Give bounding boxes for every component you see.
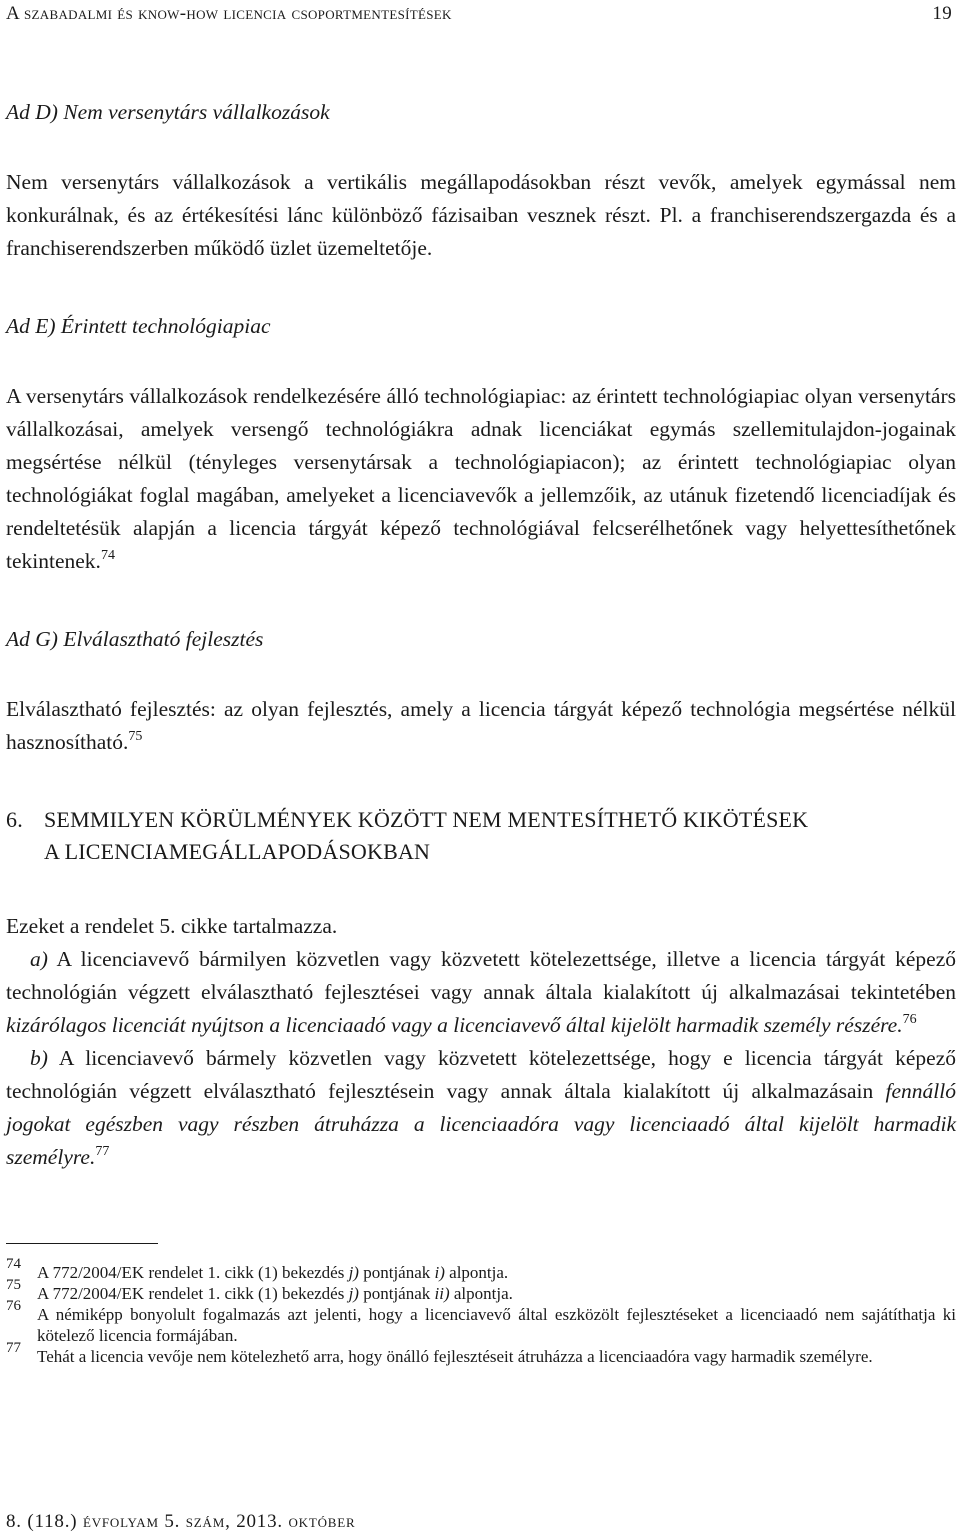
footnote-divider [6,1243,158,1244]
paragraph-ad-e-text: A versenytárs vállalkozások rendelkezésére álló technológiapiac: az érintett technológiapiac olyan versenytárs vállalkozásai, amelyek versengő technológiákra adnak licenciákat egymás szellemitulajdon-jogainak megsértése nélkül (tényleges versenytársak a technológiapiacon); az érintett technológiapiac olyan technológiákat foglal magában, amelyeket a licenciavevők a jellemzőik, az utánuk fizetendő licenciadíjak és rendeltetésük alapján a licencia tárgyát képező technológiával felcserélhetőnek vagy helyettesíthetőnek tekintenek. [6,384,956,573]
section-6-title [6,804,956,868]
item-b-label: b) [30,1046,48,1070]
footnote-number: 75 [6,1277,21,1293]
item-a-italic-text: kizárólagos licenciát nyújtson a licenciaadó vagy a licenciavevő által kijelölt harmadik személy részére. [6,1013,903,1037]
item-b [6,1042,956,1174]
footnote-text: Tehát a licencia vevője nem kötelezhető arra, hogy önálló fejlesztéseit átruházza a licenciaadóra vagy harmadik személyre. [37,1347,873,1366]
footnotes [6,1256,956,1367]
footnote-number: 74 [6,1256,21,1272]
footnote-text: A 772/2004/EK rendelet 1. cikk (1) bekezdés [37,1284,349,1303]
item-a-text: A licenciavevő bármilyen közvetlen vagy közvetett kötelezettsége, illetve a licencia tárgyát képező technológián végzett elválasztható fejlesztései vagy annak általa kialakított új alkalmazásai tekintetében [6,947,956,1004]
running-header [6,2,954,26]
footnote-text: A 772/2004/EK rendelet 1. cikk (1) bekezdés [37,1263,349,1282]
footnote-ref-74[interactable]: 74 [100,548,115,563]
paragraph-ad-d: Nem versenytárs vállalkozások a vertikális megállapodásokban részt vevők, amelyek egymással nem konkurálnak, és az értékesítési lánc különböző fázisaiban vesznek részt. Pl. a franchiserendszergazda és a franchiserendszerben működő üzlet üzemeltetője. [6,170,956,260]
heading-ad-d: Ad D) Nem versenytárs vállalkozások [6,100,330,124]
main-text [6,96,956,1174]
footnote-italic: ii) [434,1284,450,1303]
item-a-label: a) [30,947,48,971]
heading-ad-e: Ad E) Érintett technológiapiac [6,314,271,338]
section-6-intro: Ezeket a rendelet 5. cikke tartalmazza. [6,914,338,938]
item-a [6,943,956,1042]
section-6-title-line1: SEMMILYEN KÖRÜLMÉNYEK KÖZÖTT NEM MENTESÍTHETŐ KIKÖTÉSEK [44,807,809,832]
footnote-text: pontjának [358,1263,435,1282]
paragraph-ad-g [6,693,956,759]
page-number: 19 [932,3,952,24]
footnote-text: alpontja. [444,1263,509,1282]
footnote-text: alpontja. [449,1284,513,1303]
footnote-75 [6,1277,956,1304]
footnote-italic: i) [434,1263,445,1282]
footnote-ref-75[interactable]: 75 [128,729,143,744]
paragraph-ad-g-text: Elválasztható fejlesztés: az olyan fejlesztés, amely a licencia tárgyát képező technológia megsértése nélkül hasznosítható. [6,697,956,754]
paragraph-ad-e [6,380,956,578]
section-6-number: 6. [6,807,23,832]
section-6-title-line2: A LICENCIAMEGÁLLAPODÁSOKBAN [44,839,431,864]
page-footer: 8. (118.) évfolyam 5. szám, 2013. október [6,1511,356,1532]
footnote-italic: j) [348,1284,359,1303]
item-b-text: A licenciavevő bármely közvetlen vagy közvetett kötelezettsége, hogy e licencia tárgyát képező technológián végzett elválasztható fejlesztésein vagy annak általa kialakított új alkalmazásain [6,1046,956,1103]
footnote-74 [6,1256,956,1283]
footnote-77 [6,1340,956,1367]
footnote-76 [6,1298,956,1346]
footnote-ref-76[interactable]: 76 [902,1012,917,1027]
footnote-number: 77 [6,1340,21,1356]
heading-ad-g: Ad G) Elválasztható fejlesztés [6,627,264,651]
footnote-number: 76 [6,1298,21,1314]
footnote-ref-77[interactable]: 77 [95,1144,110,1159]
header-title: A szabadalmi és know-how licencia csoportmentesítések [6,3,452,24]
footnote-text: pontjának [358,1284,435,1303]
footnote-text: A némiképp bonyolult fogalmazás azt jelenti, hogy a licenciavevő által eszközölt fejlesztéseket a licenciaadó nem sajátíthatja ki kötelező licencia formájában. [37,1305,956,1345]
footnote-italic: j) [348,1263,359,1282]
item-b-italic-text: fennálló jogokat egészben vagy részben átruházza a licenciaadóra vagy licenciaadó által kijelölt harmadik személyre. [6,1079,956,1169]
